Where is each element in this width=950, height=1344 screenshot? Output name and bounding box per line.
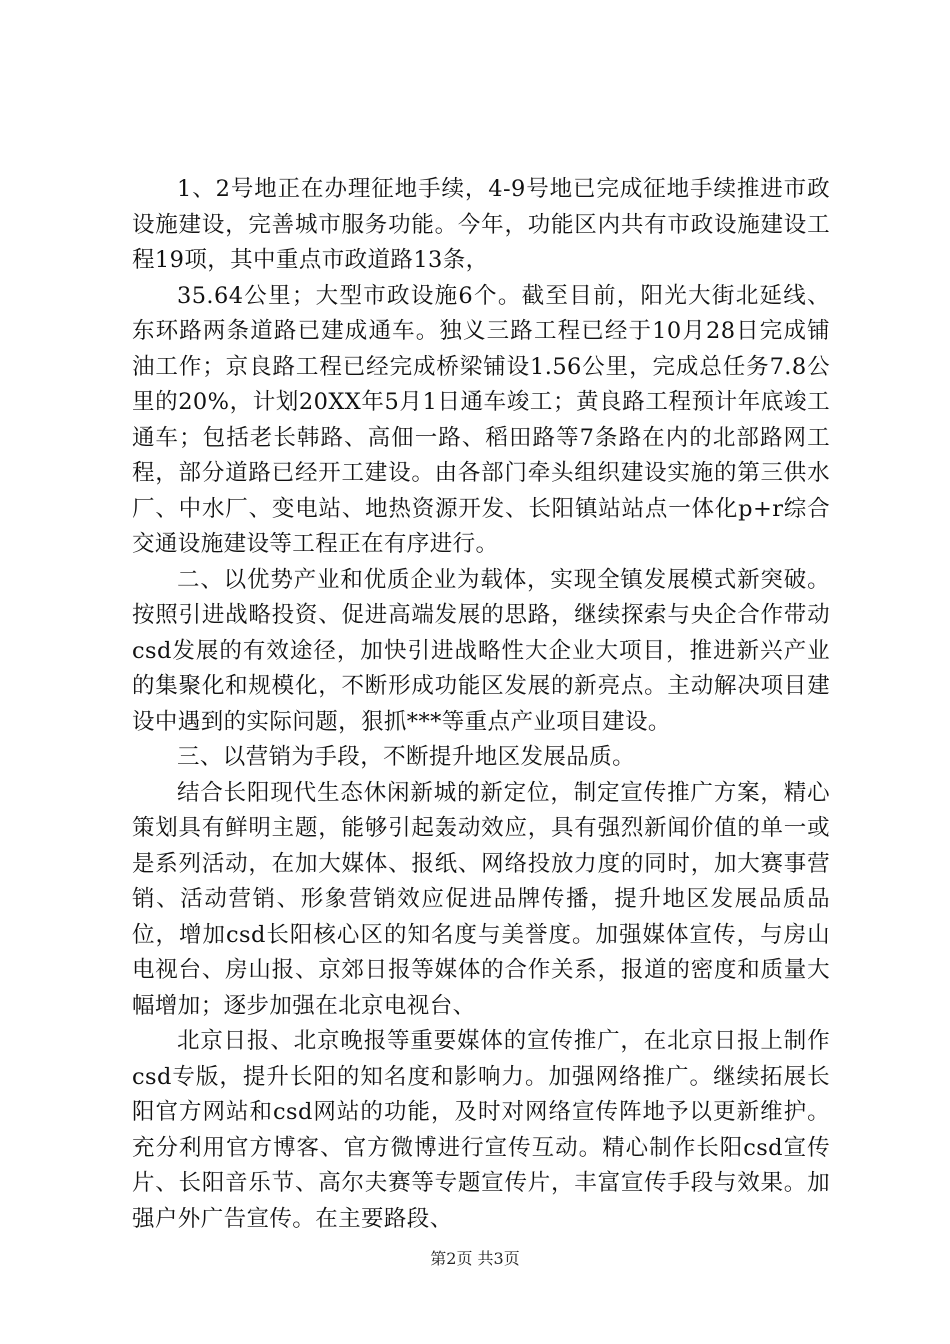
paragraph-6: 北京日报、北京晚报等重要媒体的宣传推广，在北京日报上制作csd专版，提升长阳的知名度和影响力。加强网络推广。继续拓展长阳官方网站和csd网站的功能，及时对网络宣传阵地予以更新维护。充分利用官方博客、官方微博进行宣传互动。精心制作长阳csd宣传片、长阳音乐节、高尔夫赛等专题宣传片，丰富宣传手段与效果。加强户外广告宣传。在主要路段、 [132, 1028, 830, 1232]
paragraph-2: 35.64公里；大型市政设施6个。截至目前，阳光大街北延线、东环路两条道路已建成通车。独义三路工程已经于10月28日完成铺油工作；京良路工程已经完成桥梁铺设1.56公里，完成总任务7.8公里的20%，计划20XX年5月1日通车竣工；黄良路工程预计年底竣工通车；包括老长韩路、高佃一路、稻田路等7条路在内的北部路网工程，部分道路已经开工建设。由各部门牵头组织建设实施的第三供水厂、中水厂、变电站、地热资源开发、长阳镇站站点一体化p+r综合交通设施建设等工程正在有序进行。 [132, 282, 830, 557]
paragraph-4: 三、以营销为手段，不断提升地区发展品质。 [177, 744, 636, 770]
paragraph-3: 二、以优势产业和优质企业为载体，实现全镇发展模式新突破。按照引进战略投资、促进高端发展的思路，继续探索与央企合作带动csd发展的有效途径，加快引进战略性大企业大项目，推进新兴产业的集聚化和规模化，不断形成功能区发展的新亮点。主动解决项目建设中遇到的实际问题，狠抓***等重点产业项目建设。 [132, 566, 830, 735]
page-number-footer: 第2页 共3页 [430, 1249, 520, 1268]
document-body [132, 172, 830, 1237]
paragraph-5: 结合长阳现代生态休闲新城的新定位，制定宣传推广方案，精心策划具有鲜明主题，能够引起轰动效应，具有强烈新闻价值的单一或是系列活动，在加大媒体、报纸、网络投放力度的同时，加大赛事营销、活动营销、形象营销效应促进品牌传播，提升地区发展品质品位，增加csd长阳核心区的知名度与美誉度。加强媒体宣传，与房山电视台、房山报、京郊日报等媒体的合作关系，报道的密度和质量大幅增加；逐步加强在北京电视台、 [132, 779, 830, 1019]
paragraph-1: 1、2号地正在办理征地手续，4-9号地已完成征地手续推进市政设施建设，完善城市服务功能。今年，功能区内共有市政设施建设工程19项，其中重点市政道路13条， [132, 176, 830, 273]
